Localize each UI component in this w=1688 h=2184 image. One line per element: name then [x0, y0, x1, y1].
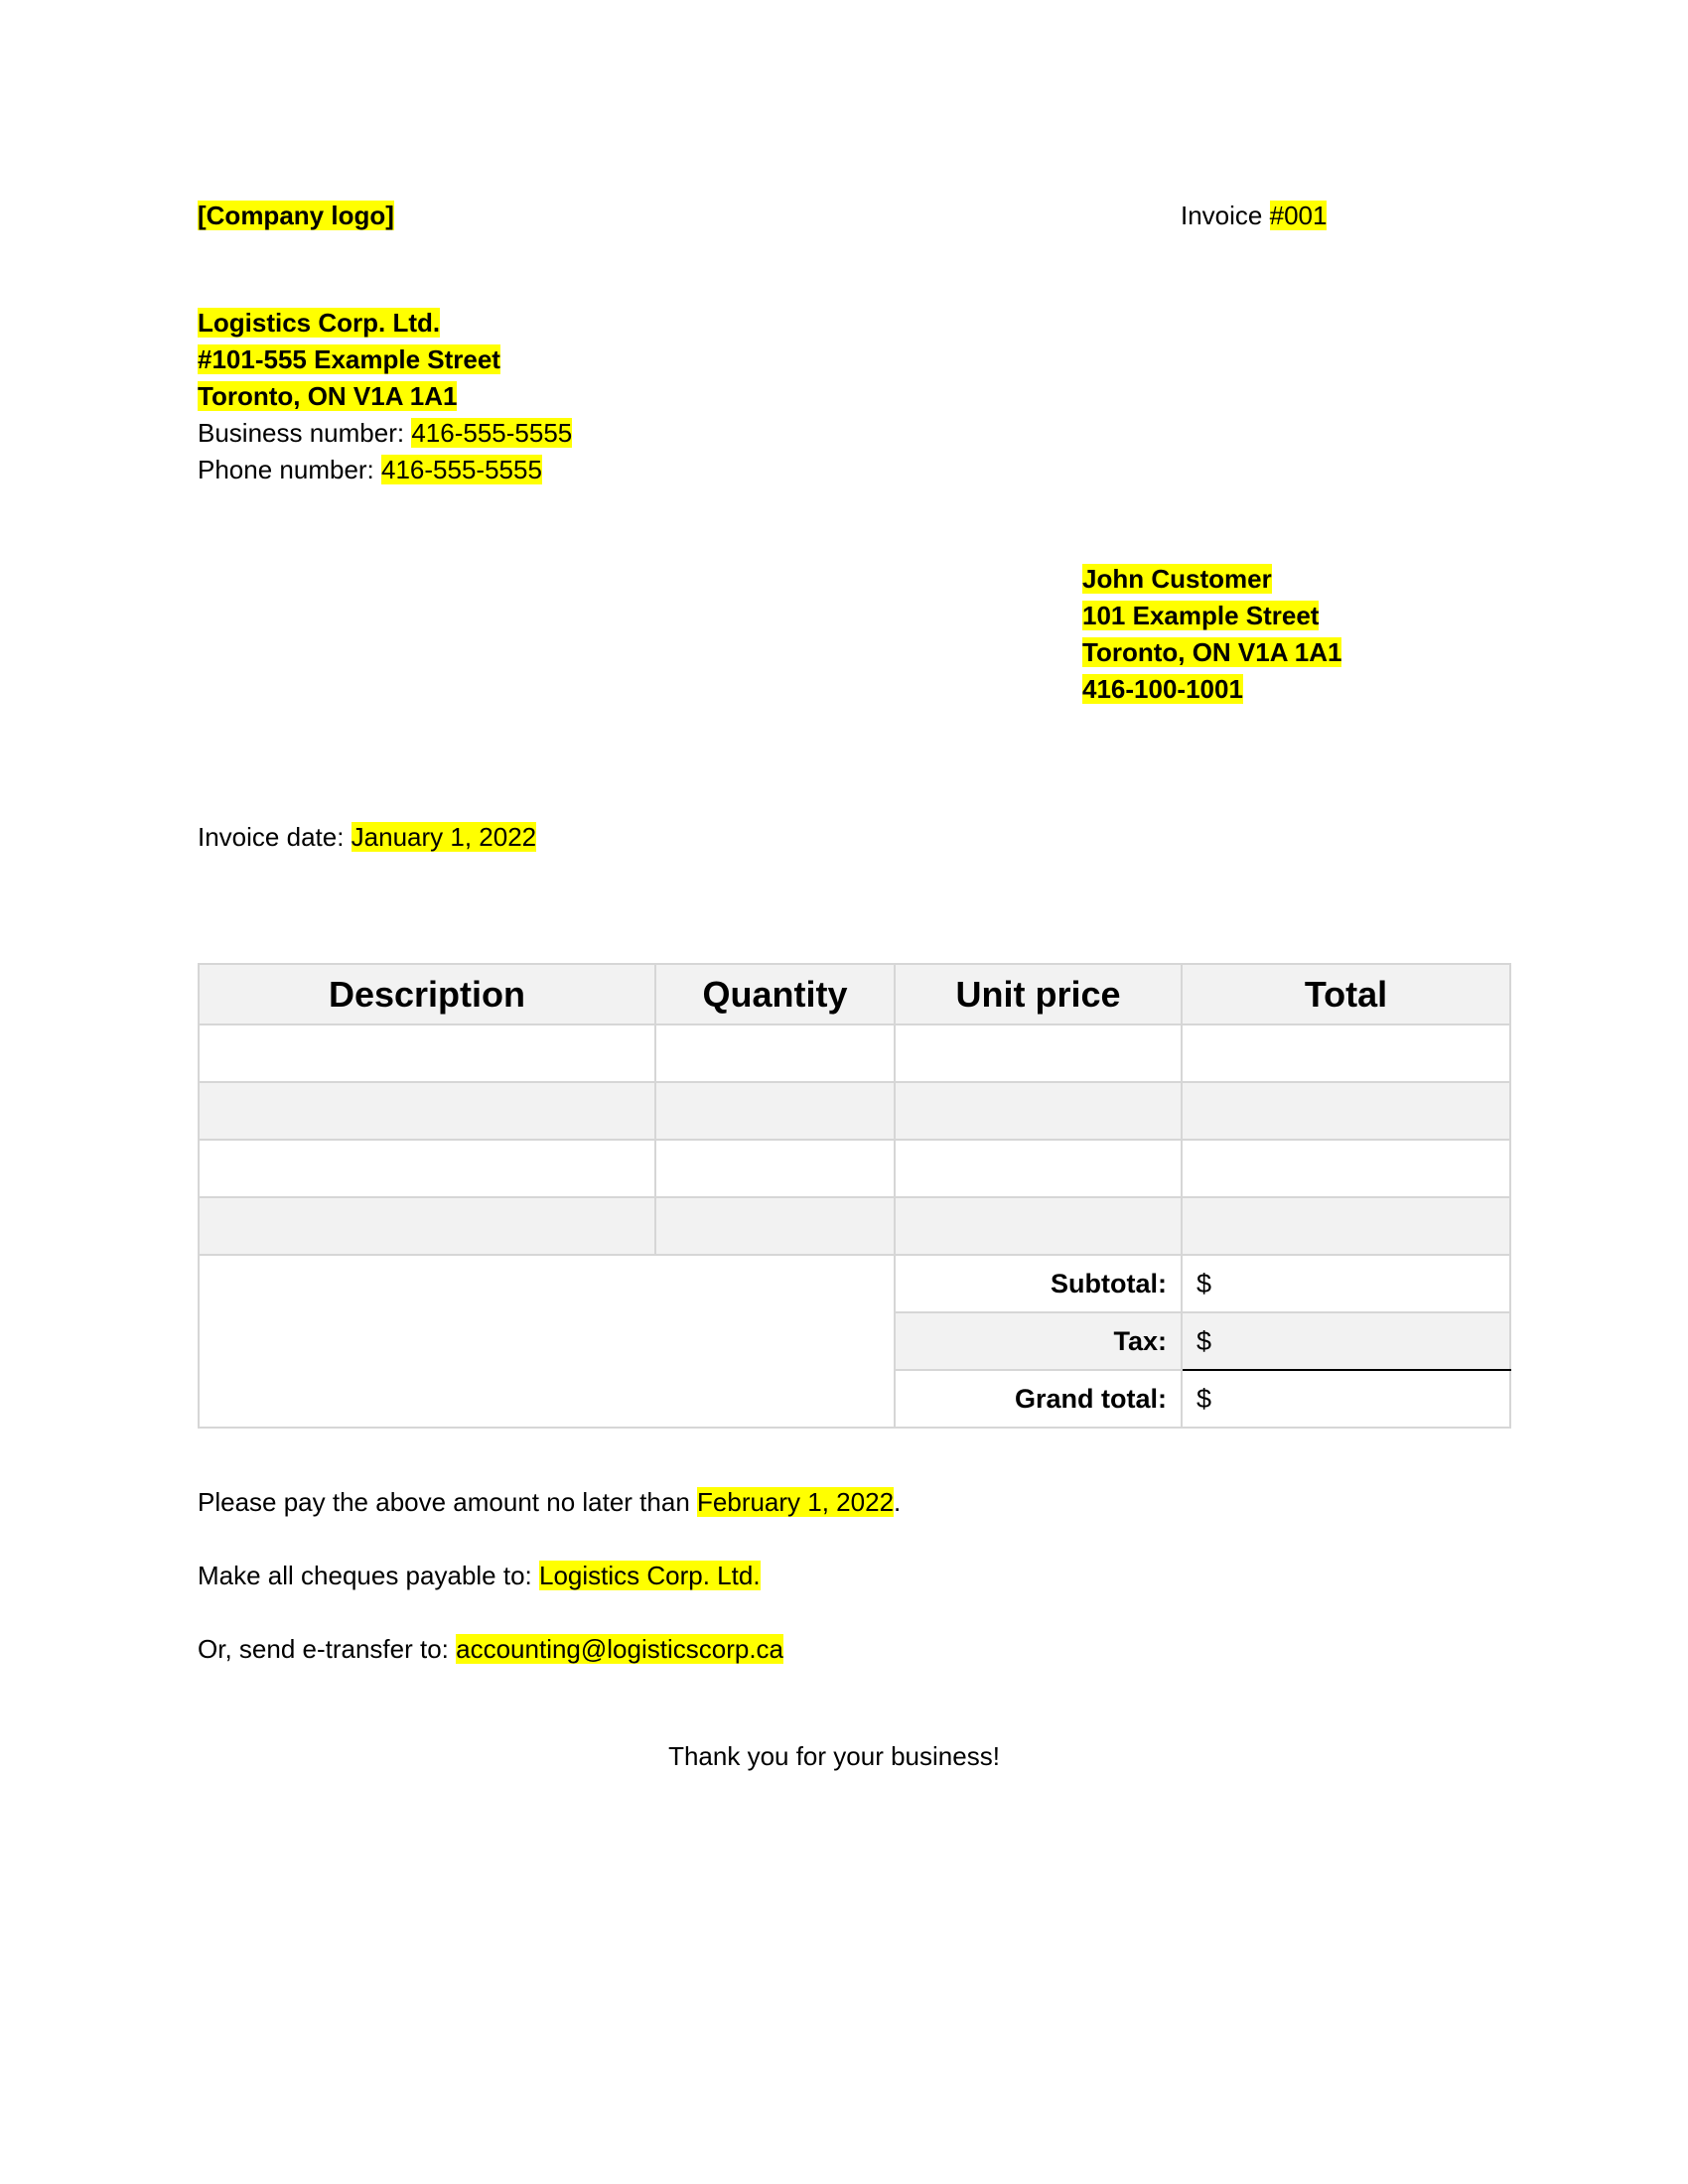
business-number-value: 416-555-5555	[411, 418, 573, 448]
invoice-label: Invoice	[1181, 201, 1270, 230]
subtotal-value[interactable]: $	[1182, 1255, 1510, 1312]
table-cell[interactable]	[895, 1197, 1182, 1255]
table-cell[interactable]	[199, 1197, 655, 1255]
payment-due-suffix: .	[894, 1487, 902, 1517]
table-row	[199, 1024, 1510, 1082]
table-cell[interactable]	[1182, 1140, 1510, 1197]
subtotal-label: Subtotal:	[895, 1255, 1182, 1312]
tax-label: Tax:	[895, 1312, 1182, 1370]
company-info	[198, 305, 572, 488]
invoice-date	[198, 819, 536, 856]
company-address-line2: Toronto, ON V1A 1A1	[198, 381, 458, 411]
business-number-label: Business number:	[198, 418, 412, 448]
etransfer-prefix: Or, send e-transfer to:	[198, 1634, 457, 1664]
column-header-description: Description	[199, 964, 655, 1024]
table-cell[interactable]	[199, 1024, 655, 1082]
column-header-unit-price: Unit price	[895, 964, 1182, 1024]
phone-number-value: 416-555-5555	[381, 455, 542, 484]
company-logo-placeholder	[198, 198, 394, 234]
table-cell[interactable]	[199, 1082, 655, 1140]
company-name: Logistics Corp. Ltd.	[198, 308, 441, 338]
etransfer-email[interactable]: accounting@logisticscorp.ca	[456, 1634, 784, 1664]
table-cell[interactable]	[655, 1140, 895, 1197]
invoice-date-value: January 1, 2022	[351, 822, 537, 852]
payment-due-date: February 1, 2022	[697, 1487, 895, 1517]
table-cell[interactable]	[895, 1082, 1182, 1140]
grand-total-label: Grand total:	[895, 1370, 1182, 1428]
table-cell[interactable]	[1182, 1082, 1510, 1140]
line-items-table	[198, 963, 1511, 1429]
invoice-number-heading	[1181, 198, 1327, 234]
column-header-total: Total	[1182, 964, 1510, 1024]
table-header-row	[199, 964, 1510, 1024]
grand-total-value[interactable]: $	[1182, 1370, 1510, 1428]
table-cell[interactable]	[655, 1024, 895, 1082]
thank-you-message: Thank you for your business!	[668, 1741, 1000, 1771]
company-address-line1: #101-555 Example Street	[198, 344, 500, 374]
payment-due-prefix: Please pay the above amount no later than	[198, 1487, 698, 1517]
cheque-payee: Logistics Corp. Ltd.	[539, 1561, 761, 1590]
table-row	[199, 1082, 1510, 1140]
table-cell[interactable]	[1182, 1197, 1510, 1255]
table-cell[interactable]	[655, 1197, 895, 1255]
table-cell[interactable]	[895, 1024, 1182, 1082]
phone-number-label: Phone number:	[198, 455, 382, 484]
customer-address-line2: Toronto, ON V1A 1A1	[1082, 637, 1342, 667]
customer-info	[1082, 561, 1341, 708]
payment-due-note	[198, 1484, 901, 1521]
table-cell[interactable]	[199, 1140, 655, 1197]
tax-value[interactable]: $	[1182, 1312, 1510, 1370]
table-cell[interactable]	[1182, 1024, 1510, 1082]
table-row	[199, 1140, 1510, 1197]
table-cell[interactable]	[655, 1082, 895, 1140]
table-row	[199, 1197, 1510, 1255]
invoice-number-value: #001	[1269, 201, 1328, 230]
subtotal-row	[199, 1255, 1510, 1312]
customer-name: John Customer	[1082, 564, 1272, 594]
invoice-date-label: Invoice date:	[198, 822, 352, 852]
notes-area	[199, 1255, 895, 1428]
table-cell[interactable]	[895, 1140, 1182, 1197]
cheque-payee-note	[198, 1558, 761, 1594]
logo-placeholder-text: [Company logo]	[198, 201, 394, 230]
customer-address-line1: 101 Example Street	[1082, 601, 1320, 630]
column-header-quantity: Quantity	[655, 964, 895, 1024]
customer-phone: 416-100-1001	[1082, 674, 1243, 704]
cheque-prefix: Make all cheques payable to:	[198, 1561, 539, 1590]
etransfer-note	[198, 1631, 783, 1668]
